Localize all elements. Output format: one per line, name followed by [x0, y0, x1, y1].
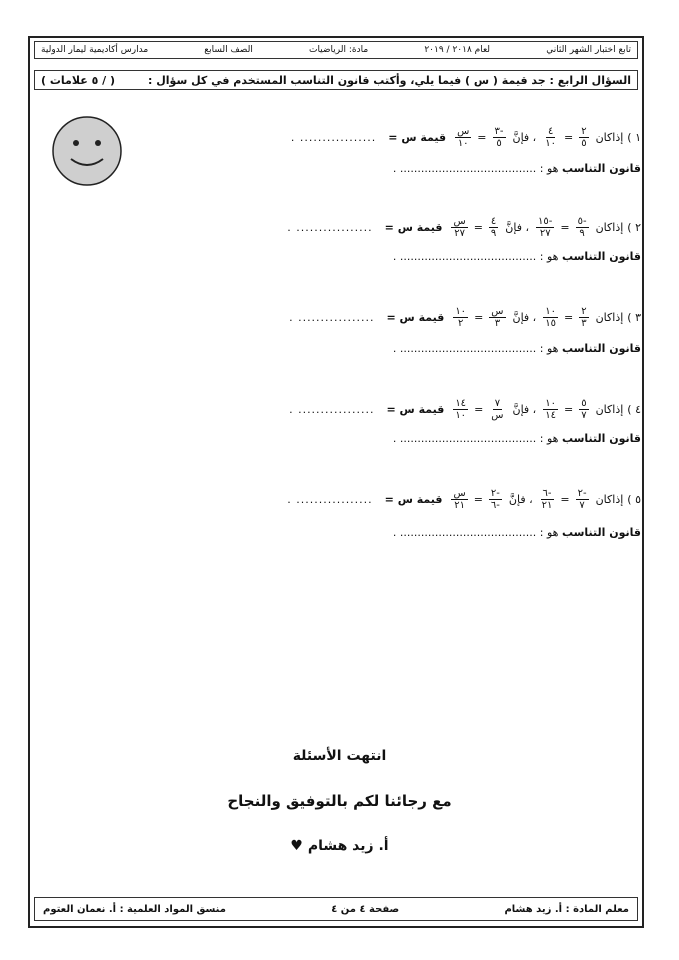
- law-label: قانون التناسب: [561, 526, 641, 539]
- fraction-2: [543, 306, 558, 329]
- then-label: ، فإنَّ: [512, 311, 537, 324]
- fraction-denominator: ٣: [494, 318, 501, 329]
- fraction-denominator: ١٠: [545, 138, 556, 149]
- fraction-1: [579, 398, 588, 421]
- law-label: قانون التناسب: [561, 342, 641, 355]
- fraction-4: [451, 488, 467, 511]
- value-label: قيمة س =: [384, 221, 443, 234]
- fraction-denominator: -٦: [490, 500, 500, 511]
- equals-sign: =: [474, 311, 484, 324]
- question-item: [281, 488, 641, 511]
- item-number: ٤ ): [627, 403, 641, 416]
- if-label: إذاكان: [595, 493, 624, 506]
- fraction-numerator: -٣: [494, 126, 504, 137]
- fraction-1: [576, 488, 589, 511]
- fraction-numerator: س: [453, 216, 466, 227]
- good-luck-wish: مع رجائنا لكم بالتوفيق والنجاح: [227, 792, 452, 810]
- fraction-numerator: س: [453, 488, 466, 499]
- exam-grade: الصف السابع: [204, 45, 253, 55]
- fraction-1: [576, 216, 589, 239]
- fraction-numerator: ١٠: [545, 306, 556, 317]
- fraction-denominator: ١٠: [455, 410, 467, 421]
- fraction-denominator: ٧: [581, 410, 587, 421]
- equals-sign: =: [564, 311, 574, 324]
- exam-name: تابع اختبار الشهر الثاني: [546, 45, 631, 55]
- then-label: ، فإنَّ: [512, 403, 537, 416]
- law-answer-blank[interactable]: هو : ....................................... .: [392, 250, 559, 263]
- item-number: ٢ ): [627, 221, 641, 234]
- fraction-numerator: ١٠: [455, 306, 467, 317]
- fraction-numerator: ٥: [581, 398, 587, 409]
- item-number: ٣ ): [627, 311, 641, 324]
- fraction-numerator: ٧: [494, 398, 501, 409]
- footer: [34, 897, 638, 921]
- fraction-3: [489, 488, 502, 511]
- answer-blank[interactable]: ................. .: [289, 311, 375, 324]
- fraction-4: [451, 216, 467, 239]
- fraction-3: [493, 126, 506, 149]
- question-title-bar: [34, 70, 638, 90]
- value-label: قيمة س =: [384, 493, 443, 506]
- fraction-denominator: ٣: [581, 318, 587, 329]
- answer-blank[interactable]: ................. .: [289, 403, 375, 416]
- equals-sign: =: [564, 403, 574, 416]
- fraction-3: [489, 398, 505, 421]
- fraction-denominator: ٩: [579, 228, 585, 239]
- fraction-denominator: ٧: [579, 500, 585, 511]
- fraction-denominator: ٩: [490, 228, 497, 239]
- law-answer-blank[interactable]: هو : ....................................... .: [392, 342, 559, 355]
- fraction-numerator: ٤: [547, 126, 554, 137]
- then-label: ، فإنَّ: [505, 221, 530, 234]
- equals-sign: =: [477, 131, 487, 144]
- fraction-numerator: س: [491, 306, 504, 317]
- law-line: [393, 342, 641, 355]
- fraction-denominator: ١٤: [545, 410, 556, 421]
- law-line: [393, 432, 641, 445]
- value-label: قيمة س =: [388, 131, 447, 144]
- equals-sign: =: [474, 403, 484, 416]
- fraction-numerator: ١٠: [545, 398, 556, 409]
- item-number: ١ ): [627, 131, 641, 144]
- fraction-denominator: ٢١: [541, 500, 553, 511]
- fraction-numerator: ٤: [490, 216, 497, 227]
- exam-header: [34, 41, 638, 59]
- fraction-denominator: س: [491, 410, 504, 421]
- fraction-denominator: ٢١: [454, 500, 465, 511]
- question-item: [283, 306, 641, 329]
- equals-sign: =: [473, 493, 483, 506]
- answer-blank[interactable]: ................. .: [290, 131, 377, 144]
- fraction-4: [453, 306, 468, 329]
- equals-sign: =: [560, 221, 570, 234]
- teacher-signature: أ. زيد هشام ♥: [290, 838, 389, 854]
- fraction-2: [543, 126, 558, 149]
- then-label: ، فإنَّ: [508, 493, 533, 506]
- fraction-2: [536, 216, 554, 239]
- smiley-face-icon: [51, 115, 123, 187]
- value-label: قيمة س =: [386, 403, 445, 416]
- fraction-denominator: ٢٧: [454, 228, 465, 239]
- fraction-2: [543, 398, 558, 421]
- law-line: [393, 162, 641, 175]
- fraction-denominator: ٢٧: [539, 228, 551, 239]
- fraction-numerator: ٢: [581, 126, 587, 137]
- question-marks: ( / ٥ علامات ): [41, 73, 115, 87]
- fraction-1: [579, 126, 588, 149]
- footer-coordinator: منسق المواد العلمية : أ. نعمان العتوم: [43, 903, 226, 915]
- end-of-questions: انتهت الأسئلة: [292, 748, 387, 764]
- fraction-2: [540, 488, 555, 511]
- law-answer-blank[interactable]: هو : ....................................... .: [392, 526, 559, 539]
- exam-subject: مادة: الرياضيات: [308, 45, 369, 55]
- fraction-numerator: -١٥: [538, 216, 553, 227]
- if-label: إذاكان: [595, 311, 624, 324]
- law-answer-blank[interactable]: هو : ....................................... .: [392, 162, 559, 175]
- law-line: [393, 526, 641, 539]
- fraction-denominator: ٥: [581, 138, 587, 149]
- answer-blank[interactable]: ................. .: [287, 493, 373, 506]
- footer-page: صفحة ٤ من ٤: [331, 903, 400, 915]
- law-label: قانون التناسب: [561, 250, 641, 263]
- equals-sign: =: [473, 221, 483, 234]
- law-label: قانون التناسب: [561, 162, 641, 175]
- fraction-numerator: ٢: [581, 306, 587, 317]
- fraction-denominator: ١٠: [457, 138, 469, 149]
- fraction-3: [489, 216, 498, 239]
- law-answer-blank[interactable]: هو : ....................................... .: [392, 432, 559, 445]
- fraction-numerator: -٥: [577, 216, 587, 227]
- exam-year: لعام ٢٠١٨ / ٢٠١٩: [424, 45, 491, 55]
- footer-teacher: معلم المادة : أ. زيد هشام: [504, 903, 629, 915]
- fraction-1: [579, 306, 588, 329]
- law-line: [393, 250, 641, 263]
- value-label: قيمة س =: [386, 311, 445, 324]
- fraction-4: [453, 398, 468, 421]
- fraction-numerator: س: [457, 126, 470, 137]
- fraction-denominator: ٥: [496, 138, 502, 149]
- school-name: مدارس أكاديمية ليمار الدولية: [41, 45, 149, 55]
- equals-sign: =: [564, 131, 574, 144]
- question-item: [281, 216, 641, 239]
- question-item: [285, 126, 641, 149]
- fraction-numerator: -٢: [490, 488, 500, 499]
- fraction-numerator: -٢: [577, 488, 587, 499]
- if-label: إذاكان: [595, 403, 624, 416]
- fraction-3: [489, 306, 505, 329]
- question-item: [283, 398, 641, 421]
- fraction-denominator: ١٥: [545, 318, 556, 329]
- fraction-numerator: -٦: [542, 488, 552, 499]
- item-number: ٥ ): [627, 493, 641, 506]
- fraction-denominator: ٢: [458, 318, 464, 329]
- equals-sign: =: [560, 493, 570, 506]
- fraction-numerator: ١٤: [455, 398, 467, 409]
- question-title: السؤال الرابع : جد قيمة ( س ) فيما يلي، وأكتب قانون التناسب المستخدم في كل سؤال :: [148, 73, 631, 87]
- law-label: قانون التناسب: [561, 432, 641, 445]
- then-label: ، فإنَّ: [512, 131, 537, 144]
- if-label: إذاكان: [595, 221, 624, 234]
- if-label: إذاكان: [595, 131, 624, 144]
- answer-blank[interactable]: ................. .: [287, 221, 373, 234]
- fraction-4: [455, 126, 471, 149]
